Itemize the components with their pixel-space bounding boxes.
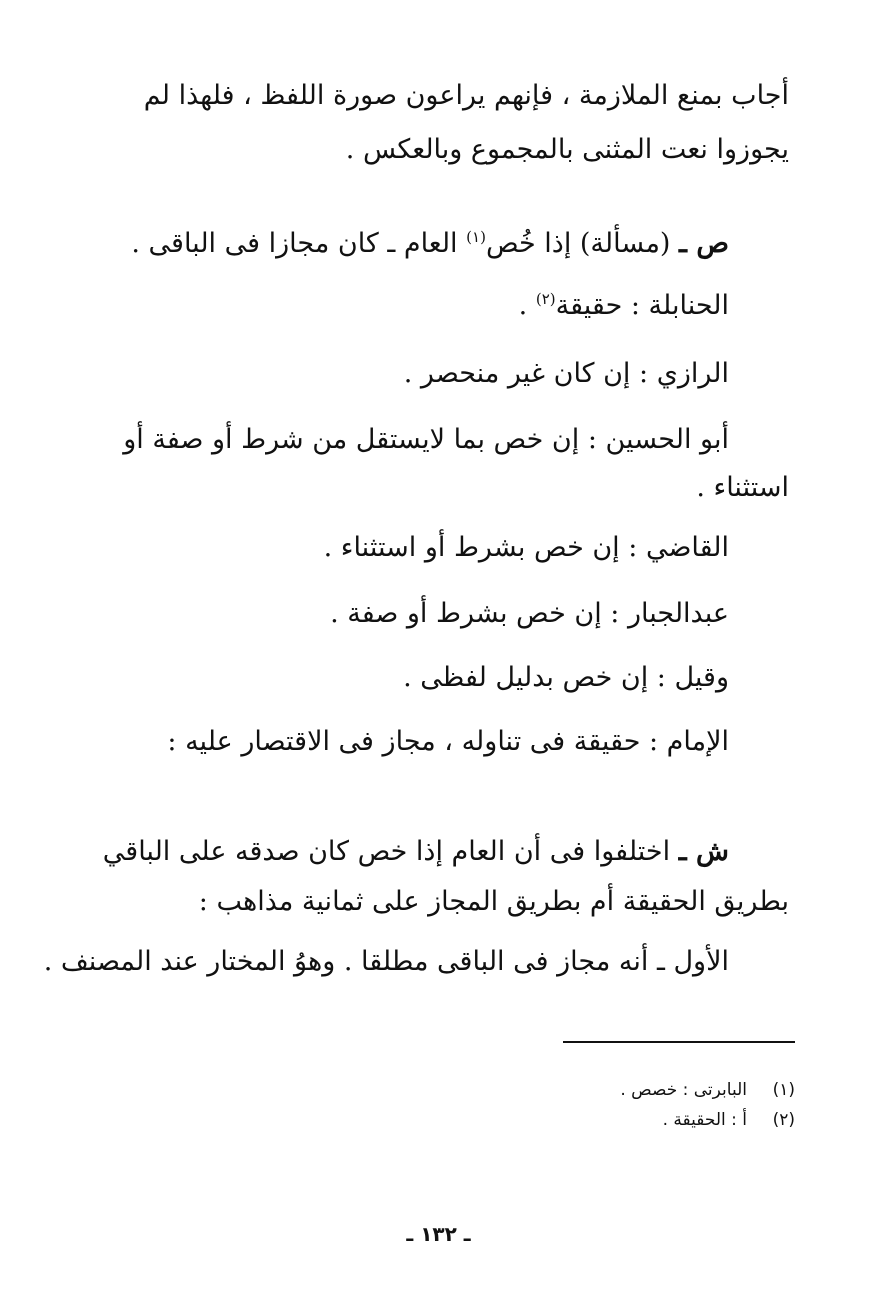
masala-statement xyxy=(131,226,729,262)
paragraph-line: أجاب بمنع الملازمة ، فإنهم يراعون صورة اللفظ ، فلهذا لم xyxy=(143,80,789,111)
opinion-abu-husayn-cont: استثناء . xyxy=(696,472,789,503)
footnote xyxy=(663,1108,795,1132)
opinion-abu-husayn: أبو الحسين : إن خص بما لايستقل من شرط أو صفة أو xyxy=(123,424,729,455)
sharh-text: اختلفوا فى أن العام إذا خص كان صدقه على الباقي xyxy=(102,836,671,867)
footnote-text: أ : الحقيقة . xyxy=(662,1110,747,1130)
opinion-imam: الإمام : حقيقة فى تناوله ، مجاز فى الاقتصار عليه : xyxy=(167,726,729,757)
opinion-text: الحنابلة : حقيقة xyxy=(555,290,729,321)
footnote-text: البابرتى : خصص . xyxy=(620,1080,747,1100)
section-marker: ص ـ xyxy=(679,228,729,259)
paragraph-line: يجوزوا نعت المثنى بالمجموع وبالعكس . xyxy=(345,134,789,165)
section-marker: ش ـ xyxy=(678,836,729,867)
opinion-qadi: القاضي : إن خص بشرط أو استثناء . xyxy=(323,532,729,563)
first-opinion: الأول ـ أنه مجاز فى الباقى مطلقا . وهوُ المختار عند المصنف . xyxy=(43,946,729,977)
statement-text: العام ـ كان مجازا فى الباقى . xyxy=(131,228,458,259)
page-number: ـ ١٣٢ ـ xyxy=(406,1222,471,1246)
sharh-line: بطريق الحقيقة أم بطريق المجاز على ثمانية مذاهب : xyxy=(198,886,789,917)
footnote-ref: (١) xyxy=(466,228,486,246)
statement-text: (مسألة) إذا خُص xyxy=(485,228,671,259)
footnote-number: (١) xyxy=(772,1080,795,1100)
opinion-hanabila xyxy=(519,288,729,324)
opinion-text: . xyxy=(518,290,528,321)
footnote-ref: (٢) xyxy=(535,290,556,308)
opinion-razi: الرازي : إن كان غير منحصر . xyxy=(403,358,729,389)
sharh-line xyxy=(102,834,729,870)
footnote xyxy=(620,1078,795,1102)
footnote-divider xyxy=(563,1041,795,1043)
opinion-qila: وقيل : إن خص بدليل لفظى . xyxy=(403,662,729,693)
footnote-number: (٢) xyxy=(772,1110,795,1130)
opinion-abduljabbar: عبدالجبار : إن خص بشرط أو صفة . xyxy=(330,598,729,629)
